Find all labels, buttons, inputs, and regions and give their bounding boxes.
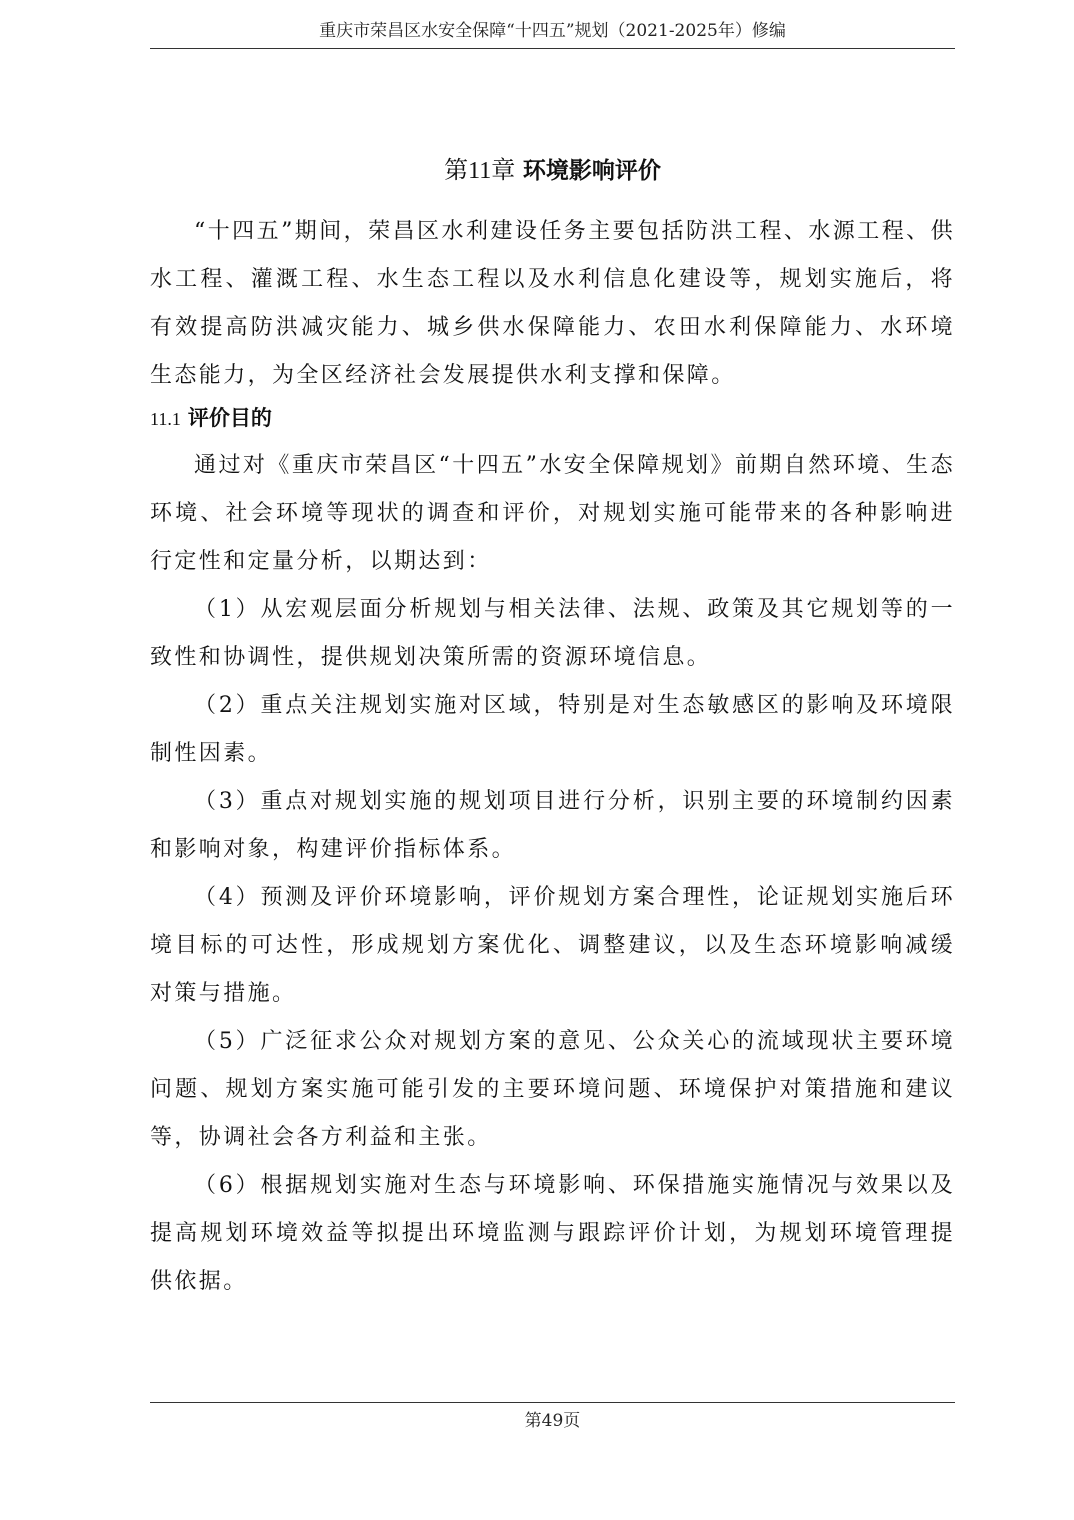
page-number: 第49页 [524,1411,581,1431]
objective-item-3: （3）重点对规划实施的规划项目进行分析，识别主要的环境制约因素和影响对象，构建评价指标体系。 [150,789,955,862]
body-paragraph: 通过对《重庆市荣昌区“十四五”水安全保障规划》前期自然环境、生态环境、社会环境等现状的调查和评价，对规划实施可能带来的各种影响进行定性和定量分析，以期达到： [150,453,955,574]
page-footer [150,1407,955,1435]
header-title: 重庆市荣昌区水安全保障“十四五”规划（2021-2025年）修编 [319,21,786,41]
intro-paragraph: “十四五”期间，荣昌区水利建设任务主要包括防洪工程、水源工程、供水工程、灌溉工程、水生态工程以及水利信息化建设等，规划实施后，将有效提高防洪减灾能力、城乡供水保障能力、农田水利保障能力、水环境生态能力，为全区经济社会发展提供水利支撑和保障。 [150,219,955,388]
chapter-name: 环境影响评价 [522,158,661,184]
objective-item-2: （2）重点关注规划实施对区域，特别是对生态敏感区的影响及环境限制性因素。 [150,693,955,766]
chapter-number: 第11章 [444,158,516,184]
chapter-title [150,152,955,189]
section-heading [150,396,272,440]
objective-item-1: （1）从宏观层面分析规划与相关法律、法规、政策及其它规划等的一致性和协调性，提供规划决策所需的资源环境信息。 [150,597,955,670]
footer-divider [150,1402,955,1403]
objective-item-5: （5）广泛征求公众对规划方案的意见、公众关心的流域现状主要环境问题、规划方案实施可能引发的主要环境问题、环境保护对策措施和建议等，协调社会各方利益和主张。 [150,1029,955,1150]
section-body [150,442,955,1306]
page-header [150,14,955,49]
objective-item-4: （4）预测及评价环境影响，评价规划方案合理性，论证规划实施后环境目标的可达性，形成规划方案优化、调整建议，以及生态环境影响减缓对策与措施。 [150,885,955,1006]
section-number: 11.1 [150,409,181,429]
objective-item-6: （6）根据规划实施对生态与环境影响、环保措施实施情况与效果以及提高规划环境效益等拟提出环境监测与跟踪评价计划，为规划环境管理提供依据。 [150,1173,955,1294]
section-title: 评价目的 [187,406,272,430]
intro-block [150,208,955,400]
